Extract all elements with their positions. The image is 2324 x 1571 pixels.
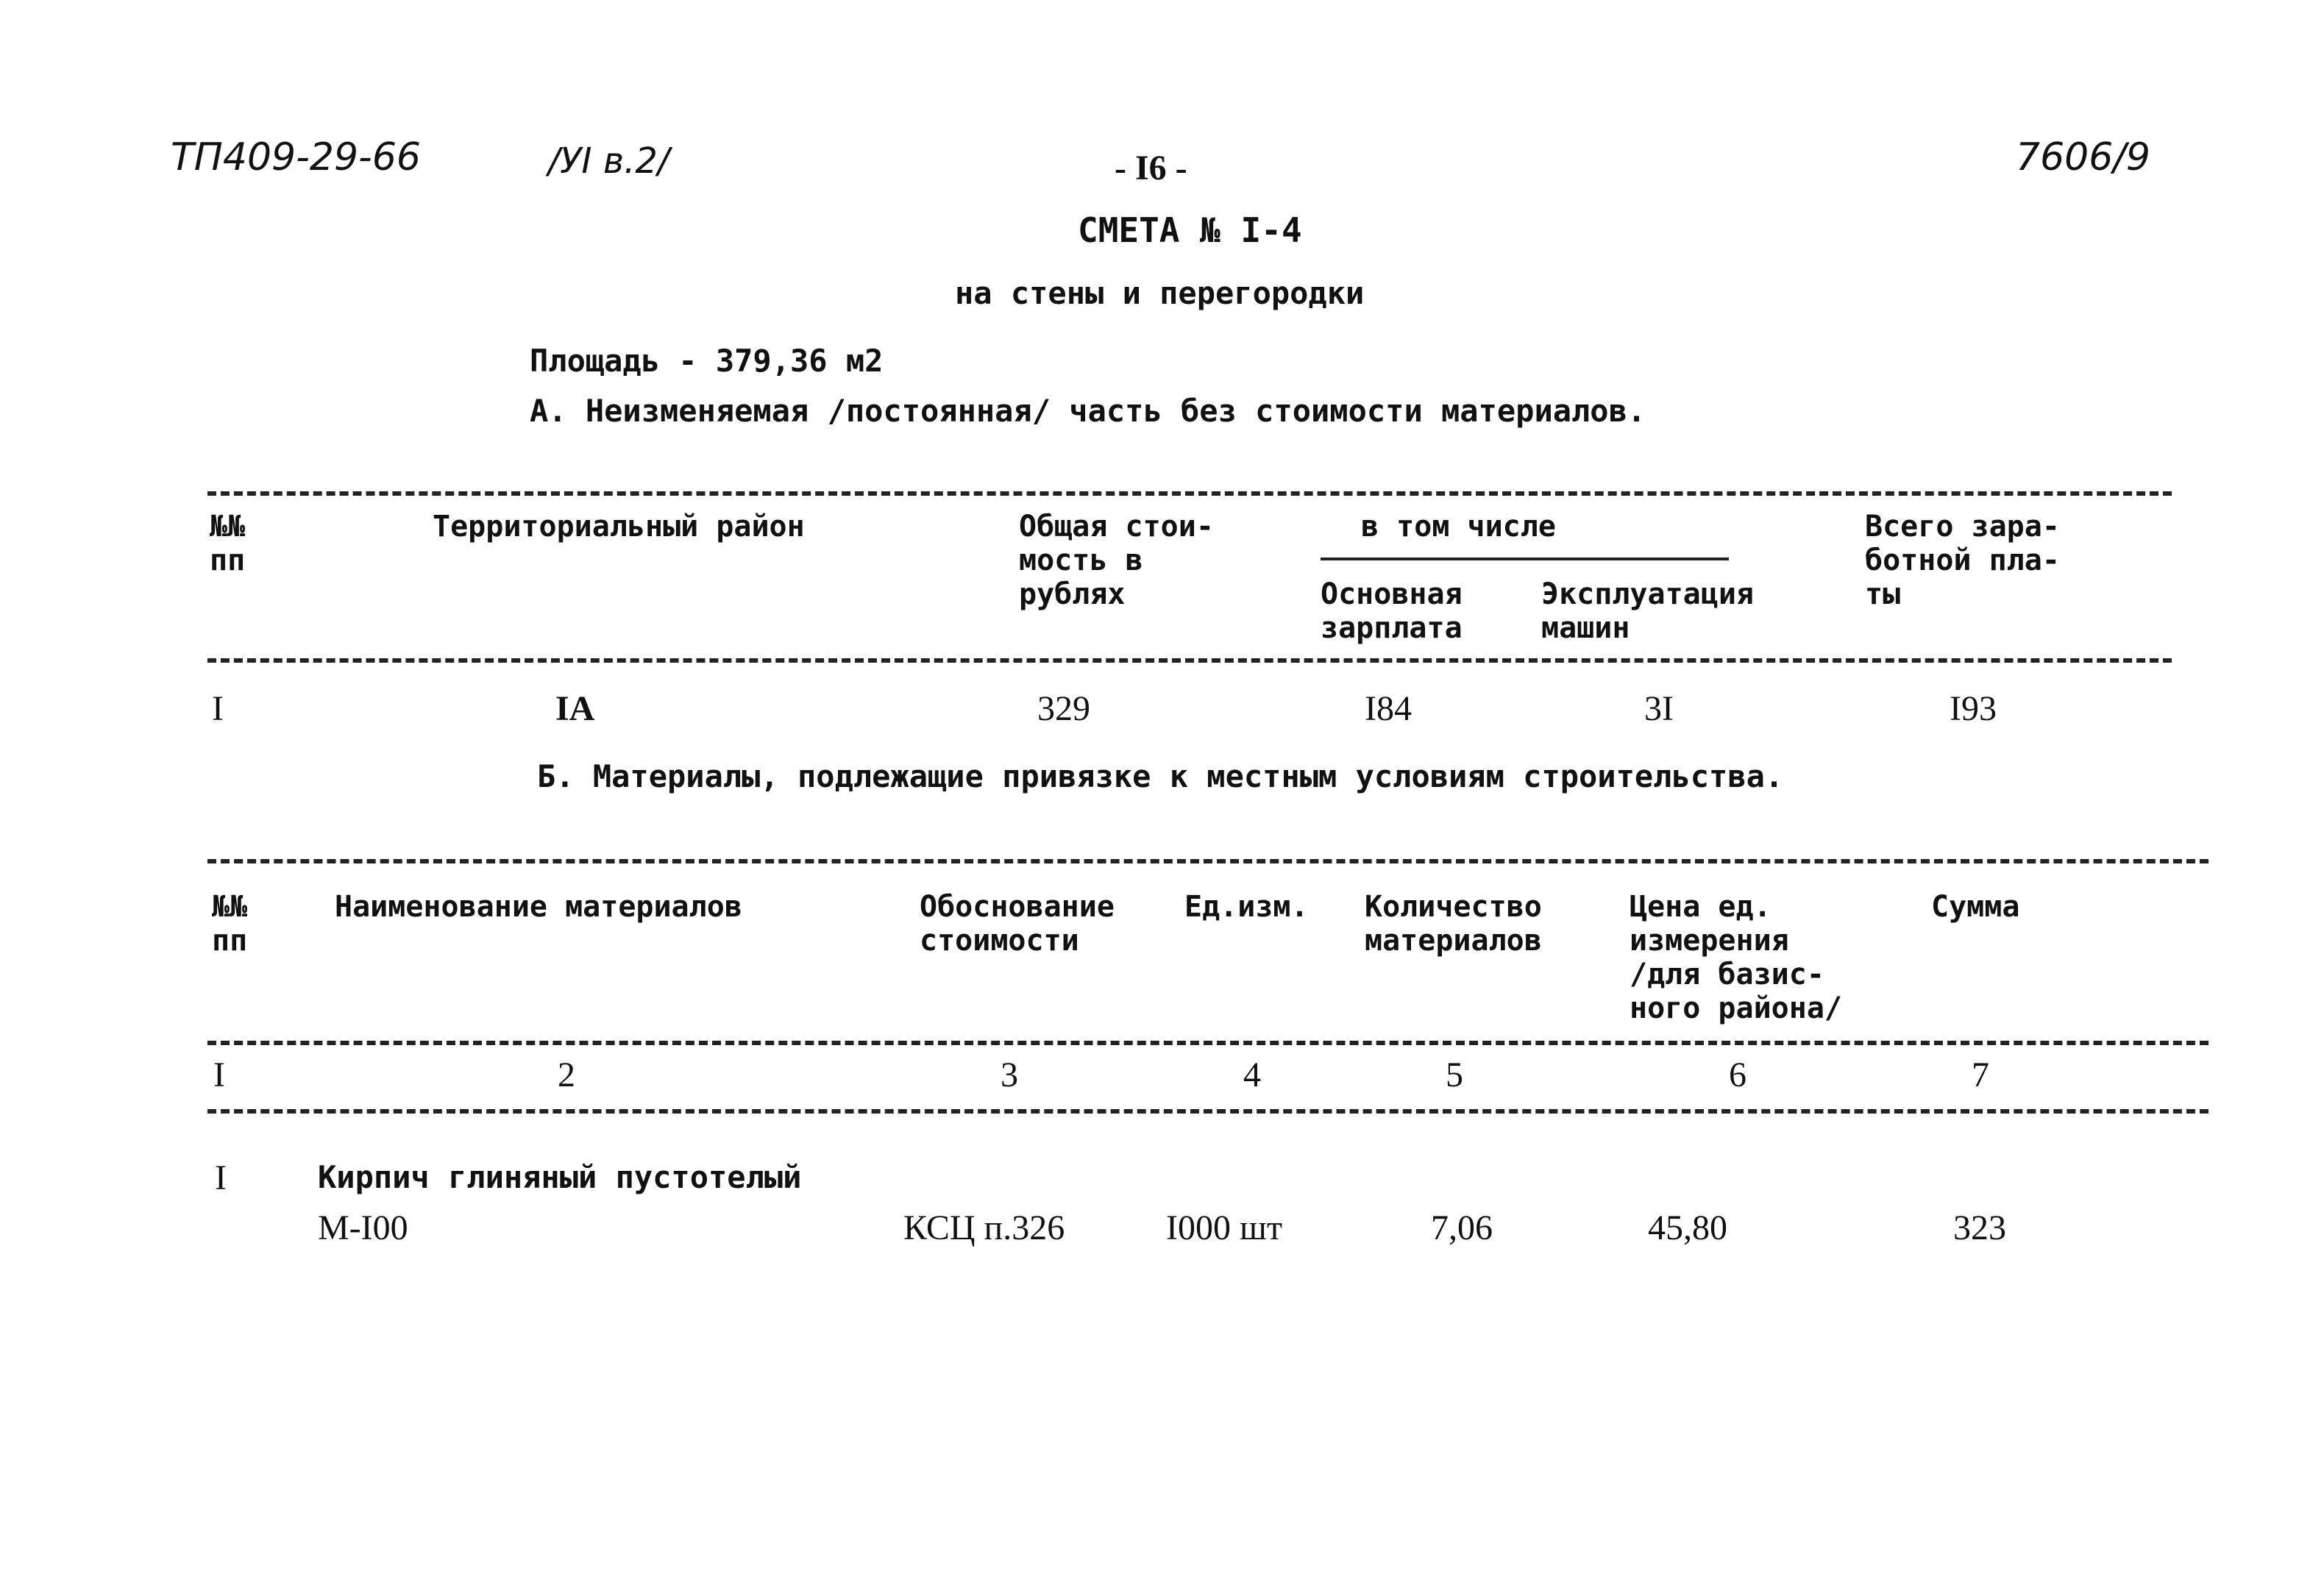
row-unit: I000 шт: [1166, 1208, 1282, 1247]
document-code: ТП409-29-66: [171, 135, 421, 179]
col-header-including: в том числе: [1361, 510, 1556, 544]
estimate-title: СМЕТА № I-4: [1078, 210, 1302, 250]
row-region: IA: [555, 689, 595, 728]
col-header-base-wage: Основная зарплата: [1321, 577, 1463, 645]
col-header-sum: Сумма: [1931, 890, 2020, 924]
col-number: I: [213, 1055, 225, 1094]
col-header-unit: Ед.изм.: [1184, 890, 1309, 924]
col-header-unit-price: Цена ед. измерения /для базис- ного района/: [1630, 890, 1842, 1025]
row-num: I: [215, 1158, 227, 1197]
row-total-wage: I93: [1950, 689, 1997, 728]
col-header-num: №№ пп: [210, 510, 246, 577]
row-base-wage: I84: [1365, 689, 1412, 728]
section-a-caption: А. Неизменяемая /постоянная/ часть без стоимости материалов.: [530, 393, 1646, 429]
including-underline: [1321, 557, 1729, 560]
row-sum: 323: [1953, 1208, 2006, 1247]
col-header-region: Территориальный район: [433, 510, 805, 544]
page-number: - I6 -: [1115, 149, 1187, 188]
col-number: 5: [1446, 1055, 1463, 1094]
sheet-code: 7606/9: [2016, 135, 2150, 179]
col-header-machine-ops: Эксплуатация машин: [1541, 577, 1754, 645]
col-header-total-wage: Всего зара- ботной пла- ты: [1865, 510, 2060, 611]
col-header-total-cost: Общая стои- мость в рублях: [1019, 510, 1214, 611]
table-rule: [207, 859, 2208, 863]
col-number: 7: [1972, 1055, 1989, 1094]
row-quantity: 7,06: [1431, 1208, 1493, 1247]
col-header-material-name: Наименование материалов: [335, 890, 742, 924]
table-rule: [207, 1041, 2208, 1045]
area-line: Площадь - 379,36 м2: [530, 343, 884, 379]
row-cost-basis: КСЦ п.326: [903, 1208, 1065, 1247]
row-num: I: [212, 689, 224, 728]
row-material-grade: М-I00: [318, 1208, 408, 1247]
row-machine-ops: 3I: [1644, 689, 1674, 728]
row-total-cost: 329: [1037, 689, 1090, 728]
table-rule: [207, 1109, 2208, 1114]
col-number: 3: [1001, 1055, 1018, 1094]
col-number: 4: [1243, 1055, 1261, 1094]
volume-label: /УI в.2/: [548, 140, 670, 182]
col-number: 2: [558, 1055, 575, 1094]
col-header-cost-basis: Обоснование стоимости: [920, 890, 1115, 958]
estimate-subtitle: на стены и перегородки: [955, 275, 1365, 311]
table-rule: [207, 658, 2172, 663]
section-b-caption: Б. Материалы, подлежащие привязке к местным условиям строительства.: [537, 758, 1784, 794]
col-header-quantity: Количество материалов: [1365, 890, 1542, 958]
col-header-num: №№ пп: [212, 890, 248, 958]
col-number: 6: [1729, 1055, 1746, 1094]
table-rule: [207, 491, 2172, 496]
row-unit-price: 45,80: [1648, 1208, 1727, 1247]
row-material-name: Кирпич глиняный пустотелый: [318, 1159, 802, 1195]
